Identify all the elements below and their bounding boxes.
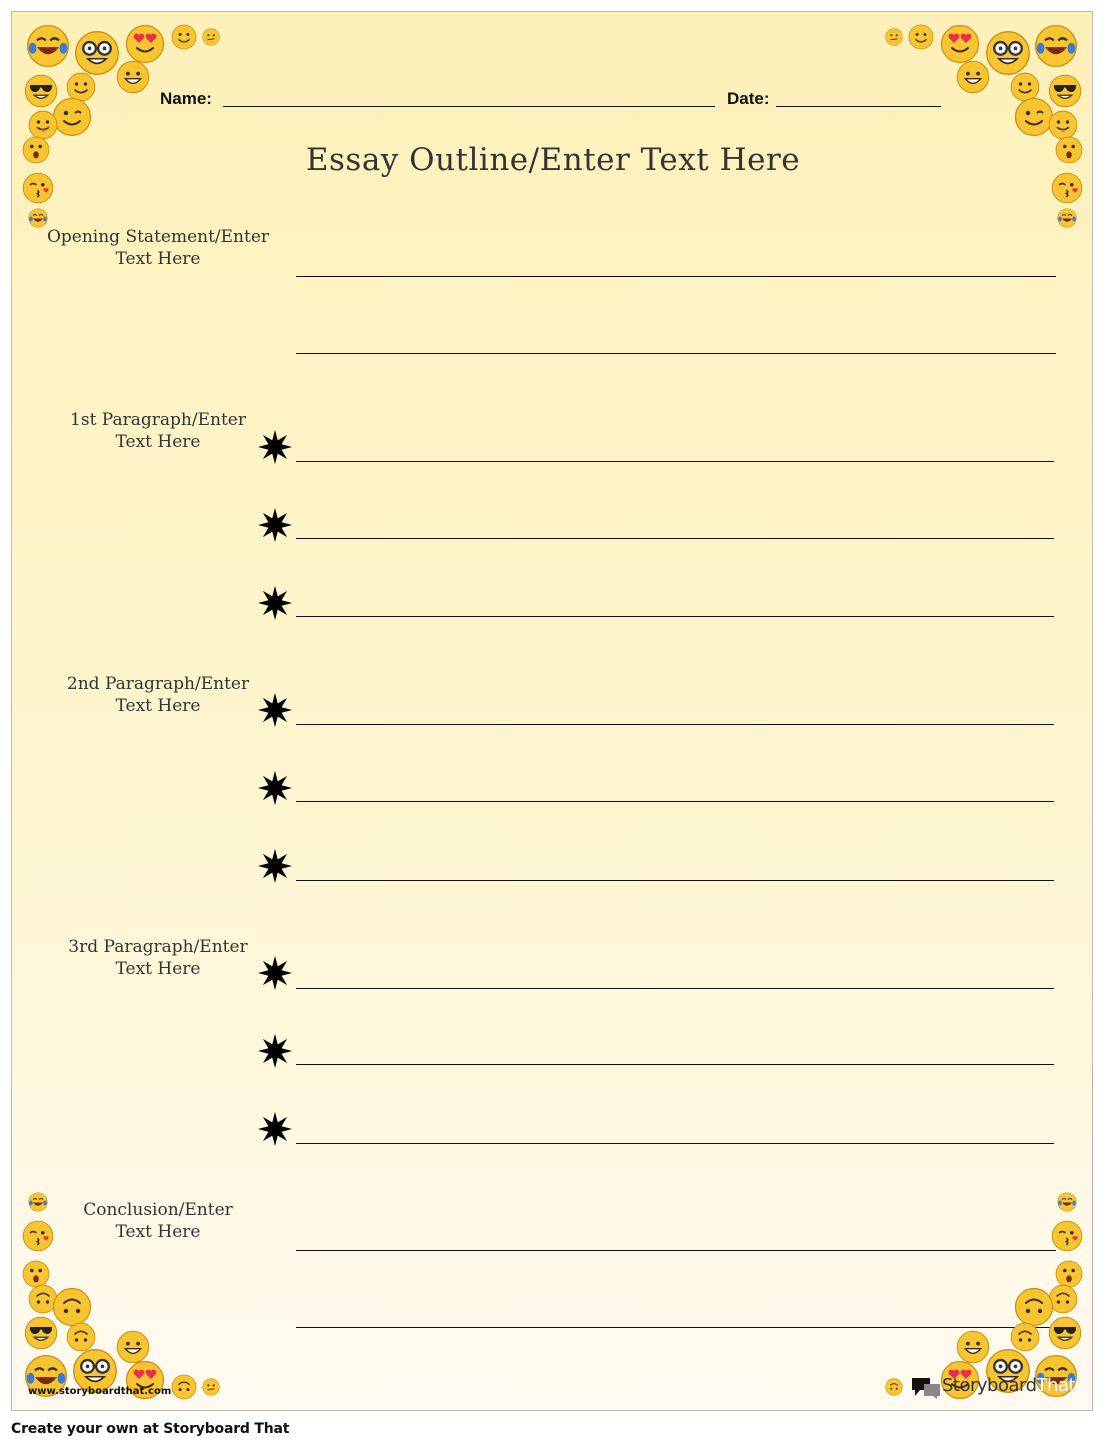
writing-line[interactable]: [296, 801, 1054, 802]
star-bullet-icon: [256, 428, 294, 466]
speech-bubble-icon: [910, 1376, 942, 1400]
date-field[interactable]: [776, 106, 941, 107]
emoji-face-icon: [956, 60, 990, 94]
emoji-face-icon: [202, 1378, 220, 1396]
section-label-paragraph-3[interactable]: [22, 936, 294, 980]
writing-line[interactable]: [296, 1143, 1054, 1144]
footer-credit[interactable]: Create your own at Storyboard That: [11, 1421, 290, 1437]
star-bullet-icon: [256, 506, 294, 544]
brand-secondary: That: [1036, 1375, 1076, 1396]
worksheet-page: [11, 11, 1093, 1411]
emoji-face-icon: [908, 24, 934, 50]
emoji-face-icon: [22, 136, 50, 164]
emoji-face-icon: [1034, 24, 1078, 68]
emoji-face-icon: [1048, 1316, 1082, 1350]
star-bullet-icon: [256, 1110, 294, 1148]
emoji-face-icon: [52, 97, 92, 137]
emoji-face-icon: [202, 28, 220, 46]
page-title[interactable]: Essay Outline/Enter Text Here: [305, 142, 801, 178]
emoji-face-icon: [28, 208, 48, 228]
section-label-opening[interactable]: [22, 226, 294, 270]
emoji-face-icon: [1051, 1220, 1083, 1252]
star-bullet-icon: [256, 954, 294, 992]
emoji-face-icon: [24, 1316, 58, 1350]
website-watermark: www.storyboardthat.com: [28, 1386, 172, 1397]
writing-line[interactable]: [296, 1250, 1056, 1251]
emoji-face-icon: [26, 24, 70, 68]
emoji-face-icon: [1055, 136, 1083, 164]
section-label-paragraph-2[interactable]: [22, 673, 294, 717]
section-label-line: Conclusion/Enter: [83, 1200, 233, 1220]
section-label-paragraph-1[interactable]: [22, 409, 294, 453]
emoji-face-icon: [171, 1374, 197, 1400]
star-bullet-icon: [256, 769, 294, 807]
emoji-face-icon: [22, 172, 54, 204]
section-label-line: 1st Paragraph/Enter: [70, 410, 246, 430]
writing-line[interactable]: [296, 880, 1054, 881]
section-label-line: 3rd Paragraph/Enter: [68, 937, 248, 957]
section-label-line: Text Here: [115, 959, 201, 979]
emoji-face-icon: [1057, 208, 1077, 228]
star-bullet-icon: [256, 691, 294, 729]
star-bullet-icon: [256, 847, 294, 885]
name-field[interactable]: [223, 106, 715, 107]
writing-line[interactable]: [296, 461, 1054, 462]
writing-line[interactable]: [296, 1064, 1054, 1065]
date-label: Date:: [727, 89, 770, 108]
emoji-face-icon: [885, 28, 903, 46]
star-bullet-icon: [256, 1032, 294, 1070]
section-label-line: Opening Statement/Enter: [46, 227, 270, 247]
brand-name: [942, 1375, 1075, 1396]
section-label-line: 2nd Paragraph/Enter: [66, 674, 250, 694]
section-label-line: Text Here: [115, 432, 201, 452]
emoji-face-icon: [1051, 172, 1083, 204]
section-label-line: Text Here: [115, 249, 201, 269]
emoji-face-icon: [885, 1378, 903, 1396]
writing-line[interactable]: [296, 1327, 1056, 1328]
emoji-face-icon: [116, 1330, 150, 1364]
emoji-face-icon: [1057, 1192, 1077, 1212]
emoji-face-icon: [28, 1192, 48, 1212]
emoji-face-icon: [171, 24, 197, 50]
section-label-line: Text Here: [115, 696, 201, 716]
writing-line[interactable]: [296, 616, 1054, 617]
star-bullet-icon: [256, 584, 294, 622]
brand-primary: Storyboard: [942, 1375, 1037, 1396]
writing-line[interactable]: [296, 353, 1056, 354]
emoji-face-icon: [116, 60, 150, 94]
emoji-face-icon: [985, 30, 1031, 76]
writing-line[interactable]: [296, 988, 1054, 989]
emoji-face-icon: [125, 24, 165, 64]
storyboardthat-logo: [910, 1372, 1080, 1402]
section-label-conclusion[interactable]: [22, 1199, 294, 1243]
section-label-line: Text Here: [115, 1222, 201, 1242]
emoji-face-icon: [940, 24, 980, 64]
writing-line[interactable]: [296, 276, 1056, 277]
emoji-face-icon: [52, 1287, 92, 1327]
writing-line[interactable]: [296, 724, 1054, 725]
writing-line[interactable]: [296, 538, 1054, 539]
emoji-face-icon: [74, 30, 120, 76]
name-label: Name:: [160, 89, 212, 108]
emoji-face-icon: [22, 1220, 54, 1252]
